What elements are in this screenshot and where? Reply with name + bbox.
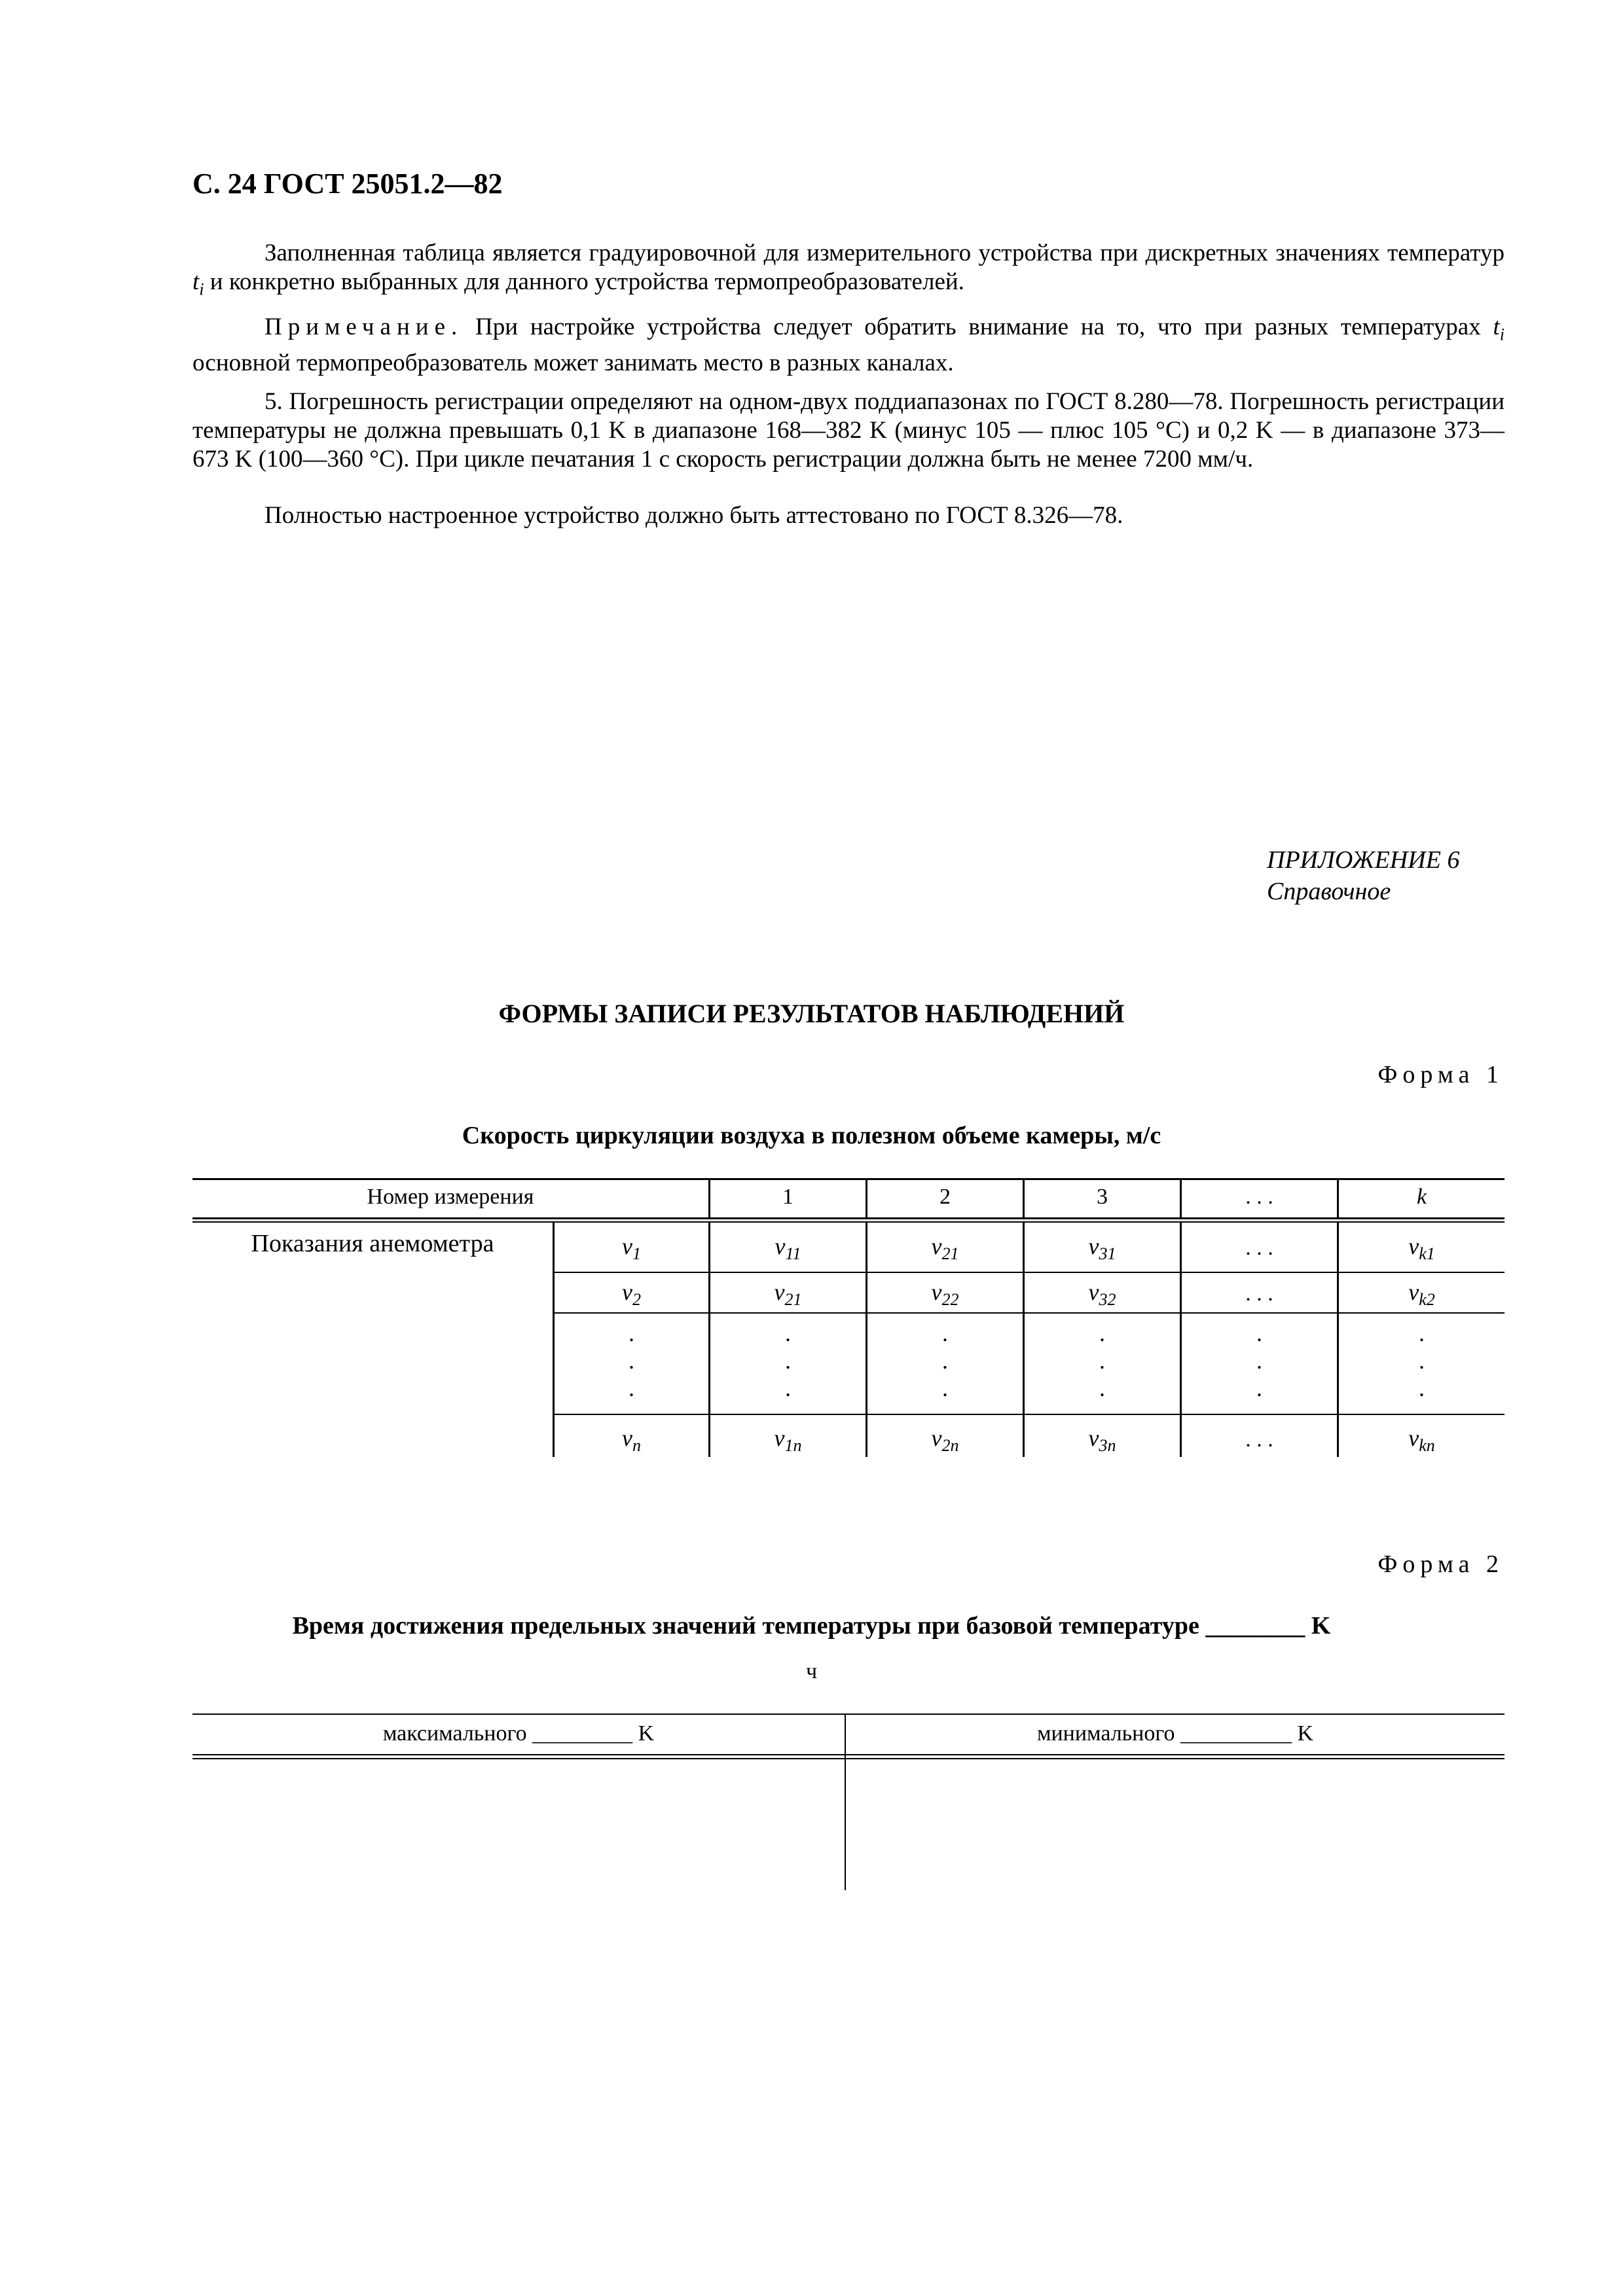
table-cell: $v_{3n}$	[1088, 1425, 1116, 1456]
table-cell: $v_{32}$	[1088, 1279, 1116, 1310]
table-cell: $v_{21}$	[931, 1233, 959, 1264]
ellipsis-vertical: . . .	[629, 1320, 634, 1401]
header-cell: 2	[939, 1185, 951, 1209]
form2-title: Время достижения предельных значений температуры при базовой температуре ________ K	[292, 1612, 1331, 1640]
header-cell: k	[1416, 1185, 1427, 1209]
paragraph-1: Заполненная таблица является градуировочной для измерительного устройства при дискретных значениях температур $t_i$ и конкретно выбранных для данного устройства термопреобразователей.	[192, 240, 1504, 299]
column-header-min: минимального __________ K	[1036, 1721, 1314, 1746]
header-cell: . . .	[1245, 1185, 1273, 1209]
ellipsis-vertical: . . .	[942, 1320, 948, 1401]
table-cell: $v_{21}$	[774, 1279, 802, 1310]
header-rule	[192, 1217, 1504, 1219]
table-cell: $v_n$	[622, 1425, 641, 1456]
row-rule	[553, 1312, 1504, 1314]
header-cell: 3	[1097, 1185, 1108, 1209]
note-paragraph: Примечание. При настройке устройства следует обратить внимание на то, что при разных температурах $t_i$ основной термопреобразователь может занимать место в разных каналах.	[192, 314, 1505, 377]
table-cell: $v_{k1}$	[1408, 1233, 1435, 1264]
ellipsis-vertical: . . .	[785, 1320, 791, 1401]
page-header: С. 24 ГОСТ 25051.2—82	[192, 168, 503, 200]
ellipsis-vertical: . . .	[1256, 1320, 1262, 1401]
form2-label: Форма 2	[1377, 1551, 1504, 1578]
form1-label: Форма 1	[1377, 1061, 1504, 1088]
table-top-rule	[192, 1178, 1504, 1180]
row-rule	[553, 1414, 1504, 1415]
table-cell: . . .	[1245, 1236, 1273, 1260]
form1-title: Скорость циркуляции воздуха в полезном объеме камеры, м/с	[462, 1122, 1161, 1149]
table-cell: $v_{22}$	[931, 1279, 959, 1310]
row-rule	[553, 1272, 1504, 1273]
form2-unit: ч	[805, 1659, 818, 1683]
table-cell: $v_1$	[622, 1233, 641, 1264]
ellipsis-vertical: . . .	[1419, 1320, 1425, 1401]
header-cell-measurement: Номер измерения	[367, 1185, 534, 1209]
table-cell: $v_{kn}$	[1408, 1425, 1435, 1456]
paragraph-6: Полностью настроенное устройство должно быть аттестовано по ГОСТ 8.326—78.	[264, 502, 1123, 529]
table-cell: $v_{11}$	[775, 1233, 801, 1264]
note-label: Примечание.	[264, 314, 464, 340]
table-cell: $v_{1n}$	[774, 1425, 802, 1456]
header-rule-double	[192, 1221, 1504, 1223]
table-cell: $v_{31}$	[1088, 1233, 1116, 1264]
table-cell: . . .	[1245, 1282, 1273, 1306]
row-label: Показания анемометра	[251, 1230, 494, 1257]
paragraph-5: 5. Погрешность регистрации определяют на одном-двух поддиапазонах по ГОСТ 8.280—78. Погрешность регистрации температуры не должна превышать 0,1 K в диапазоне 168—382 K (минус 105 — плюс 105 °С) и 0,2 K — в диапазоне 373—673 K (100—360 °С). При цикле печатания 1 с скорость регистрации должна быть не менее 7200 мм/ч.	[192, 388, 1504, 473]
table-cell: $v_2$	[622, 1279, 641, 1310]
appendix-label: ПРИЛОЖЕНИЕ 6 Справочное	[1267, 846, 1460, 905]
ellipsis-vertical: . . .	[1099, 1320, 1105, 1401]
table-cell: . . .	[1245, 1427, 1273, 1452]
header-cell: 1	[782, 1185, 793, 1209]
table-cell: $v_{k2}$	[1408, 1279, 1435, 1310]
table-cell: $v_{2n}$	[931, 1425, 959, 1456]
section-title: ФОРМЫ ЗАПИСИ РЕЗУЛЬТАТОВ НАБЛЮДЕНИЙ	[498, 999, 1125, 1028]
column-header-max: максимального _________ K	[382, 1721, 655, 1746]
